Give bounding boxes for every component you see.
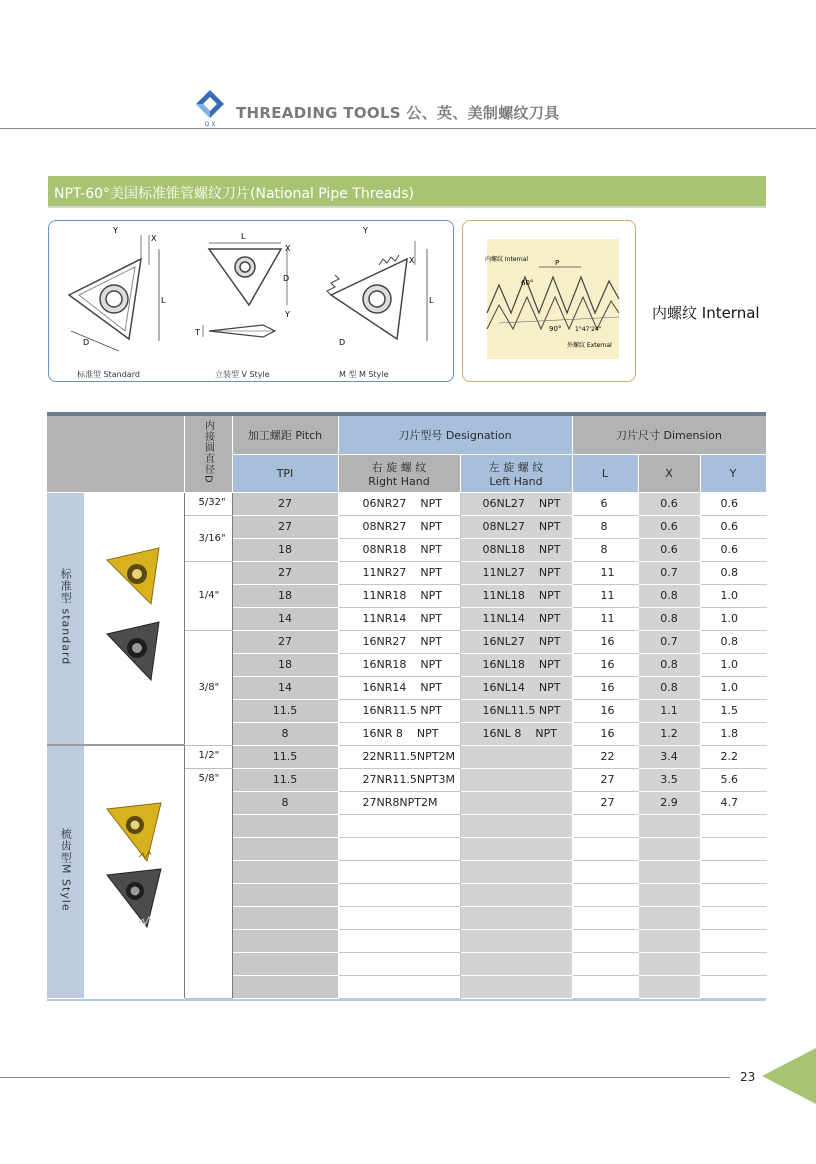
dim-X-cell: 0.6 [638,515,700,538]
right-hand-cell: 16NR27 NPT [338,630,460,653]
right-hand-cell: 11NR14 NPT [338,607,460,630]
svg-text:P: P [555,259,560,267]
dim-L-cell: 27 [572,791,638,814]
dim-Y-cell: 2.2 [700,745,766,768]
right-hand-cell: 08NR18 NPT [338,538,460,561]
svg-text:D: D [283,274,290,283]
left-hand-cell [460,837,572,860]
m-style-insert-photo-icon [99,795,169,945]
left-hand-cell: 06NL27 NPT [460,492,572,515]
right-hand-cell: 16NR18 NPT [338,653,460,676]
header-pitch: 加工螺距 Pitch [232,416,338,454]
right-hand-cell: 22NR11.5NPT2M [338,745,460,768]
dim-X-cell: 2.9 [638,791,700,814]
dim-X-cell [638,814,700,837]
dim-L-cell: 16 [572,722,638,745]
left-hand-cell [460,814,572,837]
tpi-cell: 27 [232,492,338,515]
svg-text:X: X [409,256,415,265]
diameter-cell: 1/4" [184,561,232,630]
tpi-cell [232,883,338,906]
left-hand-cell [460,952,572,975]
dim-Y-cell: 4.7 [700,791,766,814]
dim-L-cell: 11 [572,561,638,584]
right-hand-cell [338,814,460,837]
tpi-cell: 27 [232,515,338,538]
dim-L-cell: 16 [572,676,638,699]
dim-L-cell: 11 [572,584,638,607]
left-hand-cell [460,745,572,768]
left-hand-cell: 08NL27 NPT [460,515,572,538]
page-number: 23 [740,1070,756,1084]
insert-diagrams-panel [48,220,454,382]
table-header-row-1 [47,416,766,454]
dim-L-cell: 16 [572,630,638,653]
v-style-insert-drawing [194,232,291,337]
dim-X-cell: 0.6 [638,492,700,515]
right-hand-cell [338,975,460,998]
tpi-cell: 27 [232,561,338,584]
dim-X-cell: 0.8 [638,653,700,676]
logo-subtext: Q X [204,121,216,128]
table-row [47,745,766,768]
tpi-cell: 18 [232,538,338,561]
footer-triangle-icon [762,1048,816,1104]
svg-text:外螺纹 External: 外螺纹 External [567,342,612,349]
dim-X-cell: 3.4 [638,745,700,768]
diameter-cell: 5/8" [184,768,232,998]
dim-X-cell: 0.7 [638,630,700,653]
svg-text:Y: Y [285,310,290,319]
dim-Y-cell: 0.6 [700,538,766,561]
dim-X-cell [638,952,700,975]
diameter-cell: 3/16" [184,515,232,561]
group-label: 梳齿型M Style [47,745,84,998]
tpi-cell [232,837,338,860]
left-hand-cell [460,860,572,883]
dim-L-cell: 22 [572,745,638,768]
dim-L-cell: 16 [572,699,638,722]
caption-v-style: 立装型 V Style [215,370,270,379]
tpi-cell [232,929,338,952]
dim-L-cell [572,860,638,883]
dim-Y-cell: 0.8 [700,630,766,653]
header-divider [0,128,816,129]
dim-X-cell [638,906,700,929]
header-left-hand: 左 旋 螺 纹 Left Hand [460,454,572,492]
dim-Y-cell [700,975,766,998]
dim-Y-cell [700,837,766,860]
left-hand-cell [460,883,572,906]
diameter-cell: 1/2" [184,745,232,768]
dim-Y-cell: 1.5 [700,699,766,722]
dim-Y-cell [700,814,766,837]
dim-Y-cell [700,883,766,906]
dim-L-cell: 27 [572,768,638,791]
left-hand-cell [460,791,572,814]
header-tpi: TPI [232,454,338,492]
left-hand-cell: 11NL14 NPT [460,607,572,630]
svg-text:L: L [429,296,434,305]
dim-X-cell: 0.6 [638,538,700,561]
left-hand-cell: 16NL 8 NPT [460,722,572,745]
left-hand-cell [460,906,572,929]
svg-text:D: D [339,338,346,347]
tpi-cell: 14 [232,607,338,630]
svg-text:1°47'24": 1°47'24" [575,326,602,333]
header-right-hand: 右 旋 螺 纹 Right Hand [338,454,460,492]
section-title: NPT-60°美国标准锥管螺纹刀片(National Pipe Threads) [54,186,414,202]
thread-profile-panel [462,220,636,382]
dim-X-cell: 1.1 [638,699,700,722]
header-blank [47,416,184,492]
dim-Y-cell: 1.0 [700,653,766,676]
dim-Y-cell: 1.0 [700,584,766,607]
m-style-insert-drawing [327,226,434,347]
group-label: 标准型 standard [47,492,84,745]
dim-X-cell: 0.7 [638,561,700,584]
tpi-cell: 8 [232,791,338,814]
right-hand-cell: 16NR14 NPT [338,676,460,699]
dim-L-cell [572,975,638,998]
right-hand-cell: 16NR11.5 NPT [338,699,460,722]
svg-text:Y: Y [363,226,368,235]
right-hand-cell: 11NR27 NPT [338,561,460,584]
dim-Y-cell: 1.0 [700,676,766,699]
dim-Y-cell: 0.6 [700,492,766,515]
svg-text:X: X [151,234,157,243]
insert-photo [84,492,184,745]
tpi-cell: 11.5 [232,699,338,722]
left-hand-cell [460,975,572,998]
dim-X-cell [638,975,700,998]
qx-logo-icon [192,88,228,128]
dim-L-cell: 8 [572,515,638,538]
dim-L-cell [572,837,638,860]
dim-X-cell [638,929,700,952]
header-dimension: 刀片尺寸 Dimension [572,416,766,454]
tpi-cell [232,952,338,975]
tpi-cell: 27 [232,630,338,653]
header-title: THREADING TOOLS 公、英、美制螺纹刀具 [236,104,560,122]
dim-Y-cell [700,929,766,952]
diameter-cell: 3/8" [184,630,232,745]
dim-Y-cell [700,860,766,883]
section-title-bar [48,176,766,208]
insert-diagrams-svg [49,221,453,381]
svg-text:L: L [241,232,246,241]
left-hand-cell: 11NL18 NPT [460,584,572,607]
header-diameter: 内接圆直径D [184,416,232,492]
right-hand-cell: 06NR27 NPT [338,492,460,515]
right-hand-cell: 16NR 8 NPT [338,722,460,745]
right-hand-cell [338,837,460,860]
svg-text:L: L [161,296,166,305]
dim-L-cell [572,929,638,952]
right-hand-cell: 08NR27 NPT [338,515,460,538]
table-row [47,492,766,515]
tpi-cell: 11.5 [232,745,338,768]
dim-Y-cell: 0.6 [700,515,766,538]
dim-X-cell: 0.8 [638,584,700,607]
dim-X-cell [638,883,700,906]
caption-standard: 标准型 Standard [77,370,140,379]
dim-L-cell: 8 [572,538,638,561]
dim-Y-cell [700,952,766,975]
right-hand-cell [338,952,460,975]
insert-photo [84,745,184,998]
header-L: L [572,454,638,492]
dim-X-cell: 0.8 [638,676,700,699]
dim-Y-cell: 0.8 [700,561,766,584]
right-hand-cell: 27NR11.5NPT3M [338,768,460,791]
dim-X-cell: 3.5 [638,768,700,791]
header-Y: Y [700,454,766,492]
right-hand-cell: 11NR18 NPT [338,584,460,607]
left-hand-cell [460,929,572,952]
header-designation: 刀片型号 Designation [338,416,572,454]
tpi-cell: 14 [232,676,338,699]
table-bottom-bar [47,998,766,1001]
right-hand-cell: 27NR8NPT2M [338,791,460,814]
right-hand-cell [338,883,460,906]
tpi-cell [232,814,338,837]
left-hand-cell: 16NL11.5 NPT [460,699,572,722]
diameter-cell: 5/32" [184,492,232,515]
left-hand-cell: 11NL27 NPT [460,561,572,584]
caption-m-style: M 型 M Style [339,370,389,379]
npt-insert-table [47,412,767,1001]
footer-divider [0,1077,730,1078]
dim-X-cell: 0.8 [638,607,700,630]
right-hand-cell [338,906,460,929]
left-hand-cell: 08NL18 NPT [460,538,572,561]
svg-text:T: T [195,328,200,337]
svg-text:X: X [285,244,291,253]
thread-profile-svg [463,221,635,381]
svg-text:Y: Y [113,226,118,235]
left-hand-cell [460,768,572,791]
dim-L-cell: 16 [572,653,638,676]
tpi-cell [232,975,338,998]
left-hand-cell: 16NL27 NPT [460,630,572,653]
standard-insert-photo-icon [99,542,169,692]
page-header [0,88,816,132]
svg-text:D: D [83,338,90,347]
tpi-cell [232,906,338,929]
svg-text:60°: 60° [521,279,534,287]
dim-L-cell [572,814,638,837]
tpi-cell: 18 [232,653,338,676]
tpi-cell: 8 [232,722,338,745]
dim-L-cell [572,883,638,906]
dim-X-cell: 1.2 [638,722,700,745]
left-hand-cell: 16NL14 NPT [460,676,572,699]
right-hand-cell [338,860,460,883]
table-body [47,492,766,1001]
dim-L-cell [572,952,638,975]
dim-X-cell [638,837,700,860]
left-hand-cell: 16NL18 NPT [460,653,572,676]
tpi-cell [232,860,338,883]
dim-X-cell [638,860,700,883]
internal-thread-label: 内螺纹 Internal [652,304,760,322]
dim-Y-cell: 5.6 [700,768,766,791]
dim-L-cell: 6 [572,492,638,515]
header-X: X [638,454,700,492]
standard-insert-drawing [69,226,166,351]
dim-Y-cell: 1.0 [700,607,766,630]
right-hand-cell [338,929,460,952]
svg-text:内螺纹 Internal: 内螺纹 Internal [485,256,529,263]
dim-Y-cell: 1.8 [700,722,766,745]
tpi-cell: 11.5 [232,768,338,791]
svg-text:90°: 90° [549,325,562,333]
dim-Y-cell [700,906,766,929]
dim-L-cell: 11 [572,607,638,630]
dim-L-cell [572,906,638,929]
tpi-cell: 18 [232,584,338,607]
